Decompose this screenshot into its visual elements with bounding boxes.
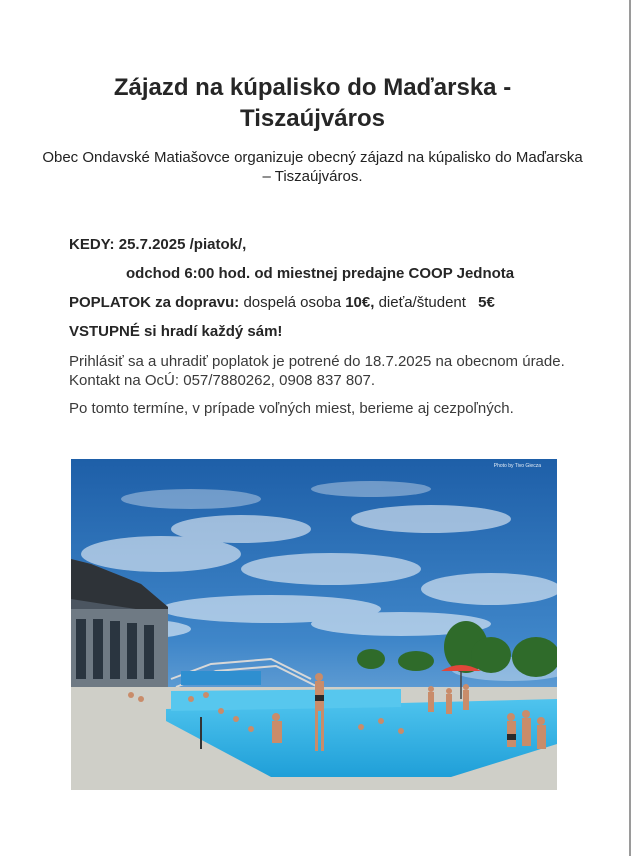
fee-line [69,293,495,312]
photo-credit: Photo by Tivo Giecza [493,463,541,469]
entry-fee-line: VSTUPNÉ si hradí každý sám! [69,323,283,340]
fee-child-text: dieťa/študent [374,294,471,311]
page-title: Zájazd na kúpalisko do Maďarska - Tiszaújváros [113,74,512,132]
swimming-pool-photo [71,459,557,790]
date-line: KEDY: 25.7.2025 /piatok/, [69,236,247,253]
registration-text: Prihlásiť sa a uhradiť poplatok je potrené do 18.7.2025 na obecnom úrade. Kontakt na OcÚ: 057/7880262, 0908 837 807. [69,353,565,389]
fee-child-price: 5€ [478,294,495,311]
subtitle: Obec Ondavské Matiašovce organizuje obecný zájazd na kúpalisko do Maďarska – Tiszaújváros. [42,149,583,185]
fee-label: POPLATOK za dopravu: [69,294,240,311]
fee-adult-text: dospelá osoba [239,294,346,311]
fee-adult-price: 10€, [345,294,375,311]
departure-line: odchod 6:00 hod. od miestnej predajne COOP Jednota [126,265,515,282]
note-text: Po tomto termíne, v prípade voľných miest, berieme aj cezpoľných. [69,400,514,417]
